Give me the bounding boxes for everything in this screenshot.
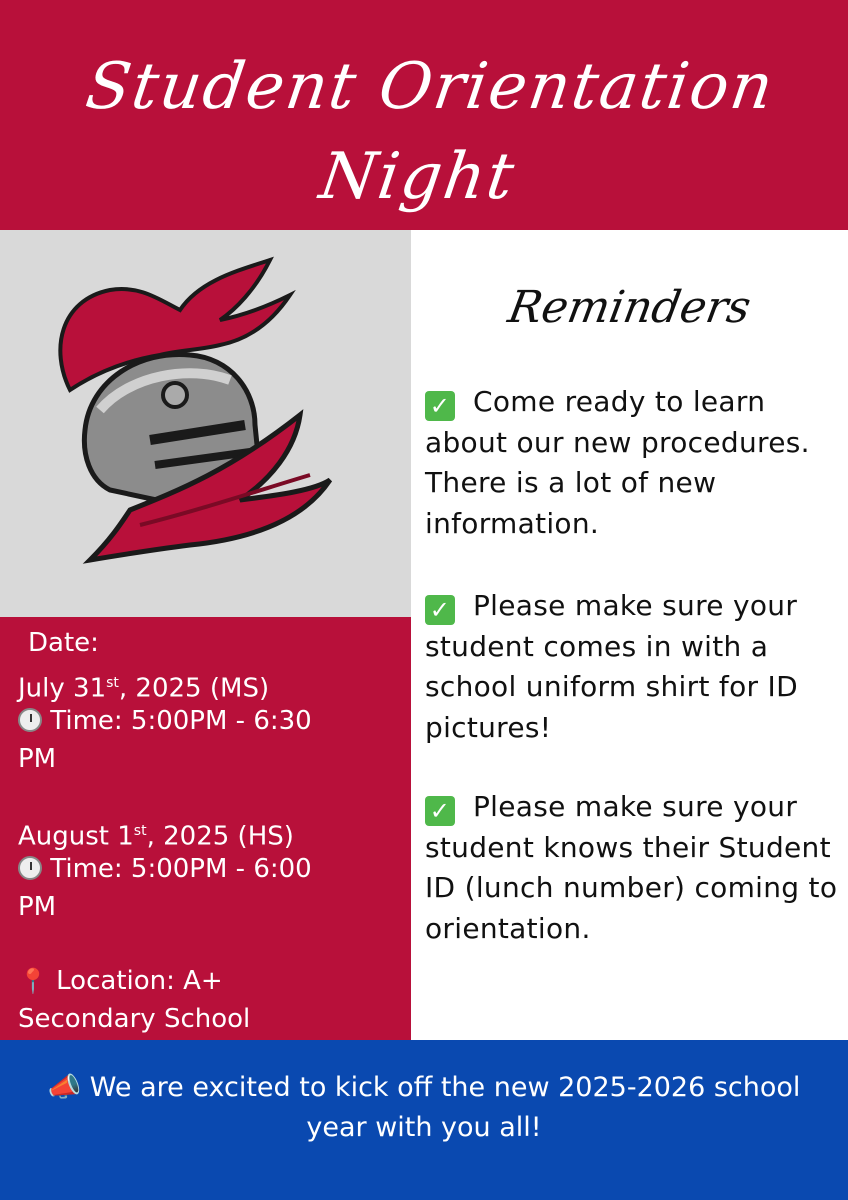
ms-date: July 31st, 2025 (MS)	[18, 673, 270, 704]
megaphone-icon: 📣	[47, 1072, 82, 1103]
clock-icon	[18, 708, 42, 732]
event-details	[0, 617, 411, 1040]
location-line-2: Secondary School	[18, 1004, 251, 1034]
location: 📍 Location: A+	[18, 966, 223, 996]
clock-icon	[18, 856, 42, 880]
title-line-1: Student Orientation	[81, 50, 780, 124]
ms-time-end: PM	[18, 744, 57, 774]
ms-time: Time: 5:00PM - 6:30	[18, 705, 312, 737]
knight-mascot-logo	[30, 240, 360, 600]
page-title	[0, 42, 848, 222]
check-box-icon: ✓	[425, 391, 455, 421]
reminder-item: ✓ Come ready to learn about our new procedures. There is a lot of new information.	[425, 385, 810, 540]
hs-time: Time: 5:00PM - 6:00	[18, 853, 312, 885]
date-label: Date:	[28, 628, 99, 658]
header-banner	[0, 0, 848, 230]
reminders-title: Reminders	[504, 282, 755, 333]
reminder-item: ✓ Please make sure your student comes in with a school uniform shirt for ID pictures!	[425, 589, 798, 744]
title-line-2: Night	[315, 140, 521, 214]
reminder-item: ✓ Please make sure your student knows their Student ID (lunch number) coming to orientation.	[425, 790, 838, 945]
check-box-icon: ✓	[425, 595, 455, 625]
logo-panel	[0, 230, 411, 617]
footer-message: 📣 We are excited to kick off the new 2025-2026 school year with you all!	[20, 1068, 828, 1148]
hs-time-end: PM	[18, 892, 57, 922]
location-pin-icon: 📍	[18, 967, 48, 995]
reminders-panel	[411, 230, 848, 1040]
check-box-icon: ✓	[425, 796, 455, 826]
hs-date: August 1st, 2025 (HS)	[18, 821, 294, 852]
footer-banner	[0, 1040, 848, 1200]
